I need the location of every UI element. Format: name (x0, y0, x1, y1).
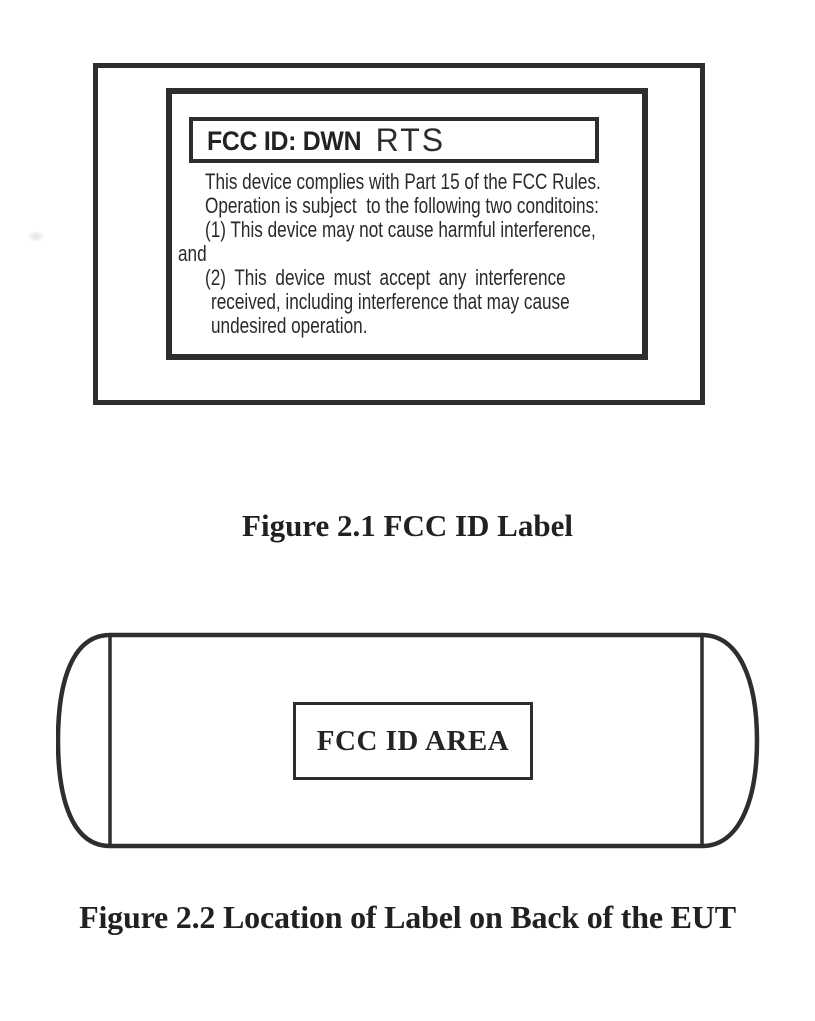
compliance-line: (2) This device must accept any interference (205, 265, 566, 290)
fcc-id-code-suffix: RTS (375, 121, 446, 158)
scan-artifact (28, 231, 44, 242)
figure-2-2-caption: Figure 2.2 Location of Label on Back of the EUT (79, 899, 736, 935)
compliance-line: (1) This device may not cause harmful interference, (205, 217, 596, 242)
figure-2-1-caption: Figure 2.1 FCC ID Label (242, 508, 573, 543)
figure-2-1-label-frame (166, 88, 648, 360)
fcc-id-box (189, 117, 599, 163)
fcc-id-area-box (293, 702, 533, 780)
compliance-line: undesired operation. (211, 313, 368, 338)
compliance-line: Operation is subject to the following two conditoins: (205, 193, 599, 218)
compliance-statement (172, 170, 642, 338)
compliance-line: and (178, 241, 207, 266)
compliance-line: received, including interference that may cause (211, 289, 570, 314)
compliance-line: This device complies with Part 15 of the FCC Rules. (205, 169, 601, 194)
fcc-id-text: FCC ID: DWN (207, 125, 362, 156)
fcc-id-area-label: FCC ID AREA (316, 724, 510, 757)
figure-2-1-outer-frame (93, 63, 705, 405)
